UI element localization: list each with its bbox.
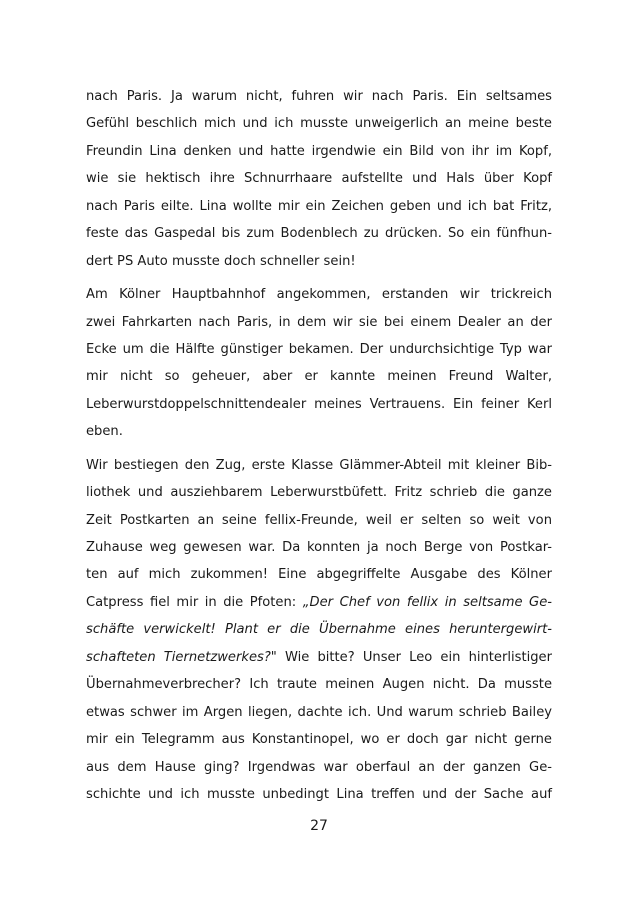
text-line: dert PS Auto musste doch schneller sein!: [86, 253, 356, 269]
body-text: [86, 83, 552, 808]
text-line: aus dem Hause ging? Irgendwas war oberfaul an der ganzen Ge-: [86, 759, 552, 775]
text-plain: Catpress fiel mir in die Pfoten:: [86, 594, 303, 610]
text-line: Am Kölner Hauptbahnhof angekommen, erstanden wir trickreich: [86, 287, 552, 303]
text-line: Übernahmeverbrecher? Ich traute meinen Augen nicht. Da musste: [86, 677, 552, 693]
text-line: [86, 589, 552, 616]
text-line: nach Paris. Ja warum nicht, fuhren wir nach Paris. Ein seltsames: [86, 89, 552, 104]
quoted-headline: schafteten Tiernetzwerkes?: [86, 649, 271, 665]
quoted-headline: „Der Chef von fellix in seltsame Ge-: [302, 594, 552, 610]
text-line: mir nicht so geheuer, aber er kannte meinen Freund Walter,: [86, 369, 552, 385]
paragraph-1: [86, 83, 552, 275]
text-line: eben.: [86, 424, 123, 440]
text-line: nach Paris eilte. Lina wollte mir ein Zeichen geben und ich bat Fritz,: [86, 198, 552, 214]
page-number: 27: [310, 818, 328, 834]
text-line: Zuhause weg gewesen war. Da konnten ja noch Berge von Postkar-: [86, 540, 552, 555]
text-line: Leberwurstdoppelschnittendealer meines Vertrauens. Ein feiner Kerl: [86, 396, 552, 412]
text-line: mir ein Telegramm aus Konstantinopel, wo er doch gar nicht gerne: [86, 732, 552, 748]
text-line: Wir bestiegen den Zug, erste Klasse Glämmer-Abteil mit kleiner Bib-: [86, 457, 552, 473]
text-line: schichte und ich musste unbedingt Lina treffen und der Sache auf: [86, 786, 552, 802]
text-plain: " Wie bitte? Unser Leo ein hinterlistiger: [270, 649, 552, 665]
text-line: Ecke um die Hälfte günstiger bekamen. Der undurchsichtige Typ war: [86, 341, 552, 357]
text-line: Freundin Lina denken und hatte irgendwie ein Bild von ihr im Kopf,: [86, 143, 552, 159]
text-line: ten auf mich zukommen! Eine abgegriffelte Ausgabe des Kölner: [86, 567, 552, 583]
paragraph-2: [86, 281, 552, 446]
text-line: feste das Gaspedal bis zum Bodenblech zu drücken. So ein fünfhun-: [86, 226, 552, 242]
text-line: liothek und ausziehbarem Leberwurstbüfett. Fritz schrieb die ganze: [86, 485, 552, 501]
text-line: Gefühl beschlich mich und ich musste unweigerlich an meine beste: [86, 116, 552, 132]
text-line: etwas schwer im Argen liegen, dachte ich. Und warum schrieb Bailey: [86, 704, 552, 720]
text-line: [86, 644, 552, 671]
paragraph-3: [86, 452, 552, 809]
text-line: Zeit Postkarten an seine fellix-Freunde, weil er selten so weit von: [86, 512, 552, 528]
text-line: zwei Fahrkarten nach Paris, in dem wir sie bei einem Dealer an der: [86, 314, 552, 330]
text-line: wie sie hektisch ihre Schnurrhaare aufstellte und Hals über Kopf: [86, 171, 552, 187]
quoted-headline: schäfte verwickelt! Plant er die Übernahme eines heruntergewirt-: [86, 622, 552, 638]
